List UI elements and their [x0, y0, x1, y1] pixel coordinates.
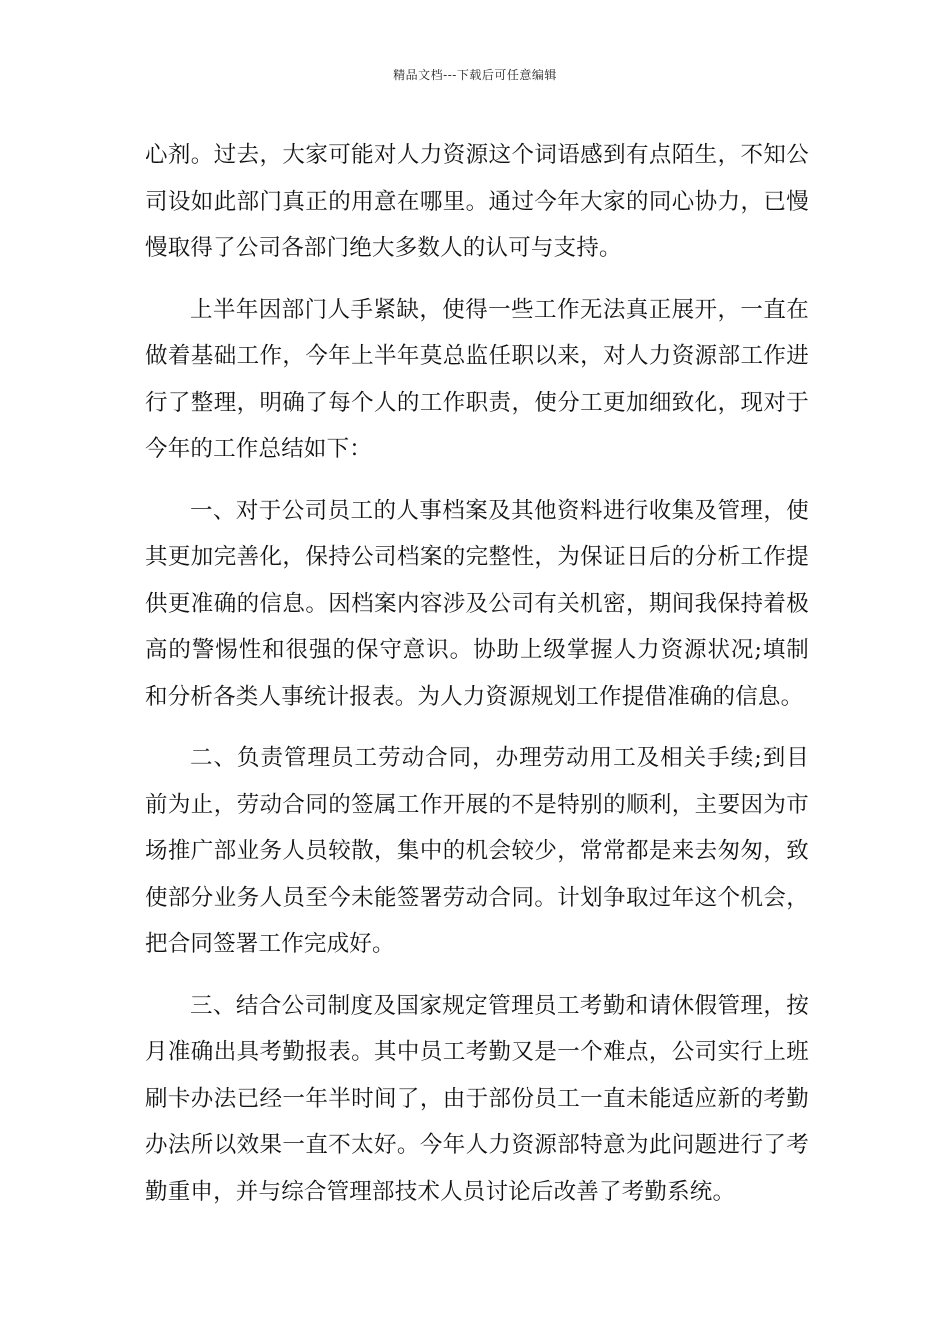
paragraph-intro: 上半年因部门人手紧缺，使得一些工作无法真正展开，一直在做着基础工作，今年上半年莫总监任职以来，对人力资源部工作进行了整理，明确了每个人的工作职责，使分工更加细致化，现对于今年的工作总结如下： [145, 296, 809, 462]
document-body [145, 132, 809, 1230]
page-header: 精品文档---下载后可任意编辑 [393, 68, 557, 82]
paragraph-item-3: 三、结合公司制度及国家规定管理员工考勤和请休假管理，按月准确出具考勤报表。其中员工考勤又是一个难点，公司实行上班刷卡办法已经一年半时间了，由于部份员工一直未能适应新的考勤办法所以效果一直不太好。今年人力资源部特意为此问题进行了考勤重申，并与综合管理部技术人员讨论后改善了考勤系统。 [145, 992, 809, 1205]
paragraph-item-1: 一、对于公司员工的人事档案及其他资料进行收集及管理，使其更加完善化，保持公司档案的完整性，为保证日后的分析工作提供更准确的信息。因档案内容涉及公司有关机密，期间我保持着极高的警惕性和很强的保守意识。协助上级掌握人力资源状况;填制和分析各类人事统计报表。为人力资源规划工作提借准确的信息。 [145, 497, 809, 710]
paragraph-continuation: 心剂。过去，大家可能对人力资源这个词语感到有点陌生，不知公司设如此部门真正的用意在哪里。通过今年大家的同心协力，已慢慢取得了公司各部门绝大多数人的认可与支持。 [145, 142, 809, 261]
paragraph-item-2: 二、负责管理员工劳动合同，办理劳动用工及相关手续;到目前为止，劳动合同的签属工作开展的不是特别的顺利，主要因为市场推广部业务人员较散，集中的机会较少，常常都是来去匆匆，致使部分业务人员至今未能签署劳动合同。计划争取过年这个机会，把合同签署工作完成好。 [145, 745, 809, 957]
